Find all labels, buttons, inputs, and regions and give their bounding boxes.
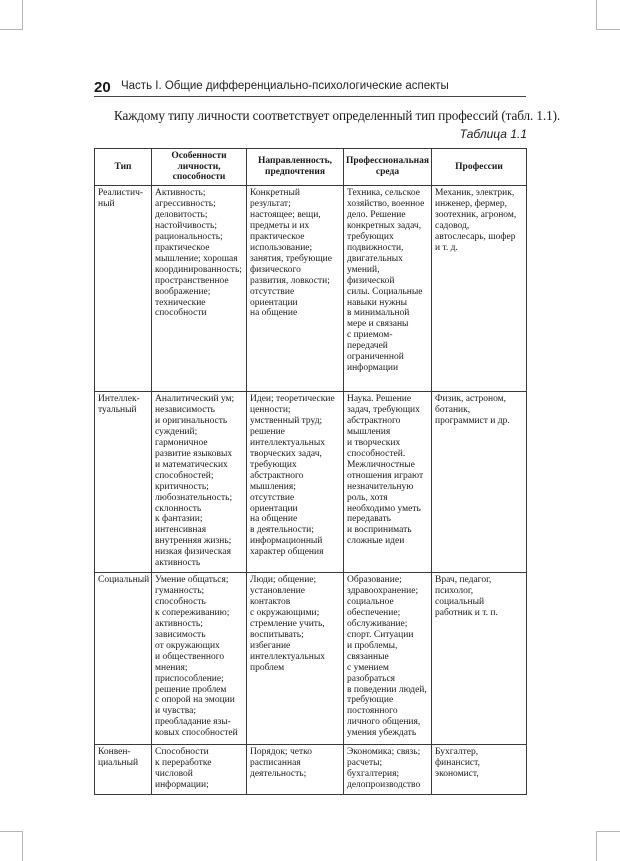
cell-preferences: Идеи; теоретические ценности; умственный труд; решение интеллектуальных творческих задач, требующих абстрактного мышления; отсутствие ориентации на общение в деятельности; информационный характер общения: [247, 392, 344, 573]
table-row: [95, 186, 527, 392]
cell-environment: Образование; здравоохранение; социальное обеспечение; обслуживание; спорт. Ситуации и проблемы, связанные с умением разобраться в поведении людей, требующие постоянного личного общения, умения убеждать: [344, 573, 432, 745]
column-header-type: [95, 149, 152, 186]
crop-mark: [597, 29, 620, 30]
crop-mark: [22, 831, 23, 861]
crop-mark: [597, 831, 620, 832]
crop-mark: [596, 831, 597, 861]
column-header-label: Тип: [114, 161, 132, 172]
column-header-professions: [432, 149, 527, 186]
column-header-environment: [344, 149, 432, 186]
column-header-preferences: [247, 149, 344, 186]
table-row: [95, 573, 527, 745]
table-row: [95, 745, 527, 795]
column-header-label: Профессиональная среда: [346, 156, 430, 177]
table-caption: Таблица 1.1: [459, 127, 527, 141]
cell-traits: Способности к переработке числовой информации;: [152, 745, 247, 795]
cell-preferences: Конкретный результат; настоящее; вещи, предметы и их практическое использование; занятия, требующие физического развития, ловкости; отсутствие ориентации на общение: [247, 186, 344, 392]
page-number: 20: [94, 79, 111, 96]
cell-professions: Врач, педагог, психолог, социальный работник и т. п.: [432, 573, 527, 745]
cell-professions: Механик, электрик, инженер, фермер, зоотехник, агроном, садовод, автослесарь, шофер и т. д.: [432, 186, 527, 392]
cell-preferences: Люди; общение; установление контактов с окружающими; стремление учить, воспитывать; избегание интеллектуальных проблем: [247, 573, 344, 745]
cell-type: Конвен- циальный: [95, 745, 152, 795]
cell-professions: Физик, астроном, ботаник, программист и др.: [432, 392, 527, 573]
cell-type: Реалистич- ный: [95, 186, 152, 392]
cell-traits: Аналитический ум; независимость и оригинальность суждений; гармоничное развитие языковых и математических способностей; критичность; любознательность; склонность к фантазии; интенсивная внутренняя жизнь; низкая физическая активность: [152, 392, 247, 573]
crop-mark: [0, 831, 22, 832]
running-title: Часть I. Общие дифференциально-психологические аспекты: [121, 80, 449, 92]
cell-environment: Наука. Решение задач, требующих абстрактного мышления и творческих способностей. Межличностные отношения играют незначительную роль, хотя необходимо уметь передавать и воспринимать сложные идеи: [344, 392, 432, 573]
table-header-row: [95, 149, 527, 186]
column-header-traits: [152, 149, 247, 186]
cell-environment: Техника, сельское хозяйство, военное дело. Решение конкретных задач, требующих подвижности, двигательных умений, физической силы. Социальные навыки нужны в минимальной мере и связаны с приемом-передачей ограниченной информации: [344, 186, 432, 392]
intro-paragraph: Каждому типу личности соответствует определенный тип профессий (табл. 1.1).: [114, 108, 561, 123]
cell-environment: Экономика; связь; расчеты; бухгалтерия; делопроизводство: [344, 745, 432, 795]
column-header-label: Направленность, предпочтения: [257, 156, 333, 177]
crop-mark: [22, 0, 23, 30]
column-header-label: Особенности личности, способности: [171, 150, 227, 183]
profession-types-table: [94, 148, 527, 795]
cell-type: Интеллек- туальный: [95, 392, 152, 573]
header-rule: [94, 96, 526, 97]
cell-professions: Бухгалтер, финансист, экономист,: [432, 745, 527, 795]
crop-mark: [596, 0, 597, 30]
cell-preferences: Порядок; четко расписанная деятельность;: [247, 745, 344, 795]
crop-mark: [0, 29, 22, 30]
cell-traits: Умение общаться; гуманность; способность к сопереживанию; активность; зависимость от окружающих и общественного мнения; приспособление; решение проблем с опорой на эмоции и чувства; преобладание язы- ковых способностей: [152, 573, 247, 745]
cell-traits: Активность; агрессивность; деловитость; настойчивость; рациональность; практическое мышление; хорошая координированность; пространственное воображение; технические способности: [152, 186, 247, 392]
cell-type: Социальный: [95, 573, 152, 745]
table-row: [95, 392, 527, 573]
column-header-label: Профессии: [455, 161, 503, 172]
